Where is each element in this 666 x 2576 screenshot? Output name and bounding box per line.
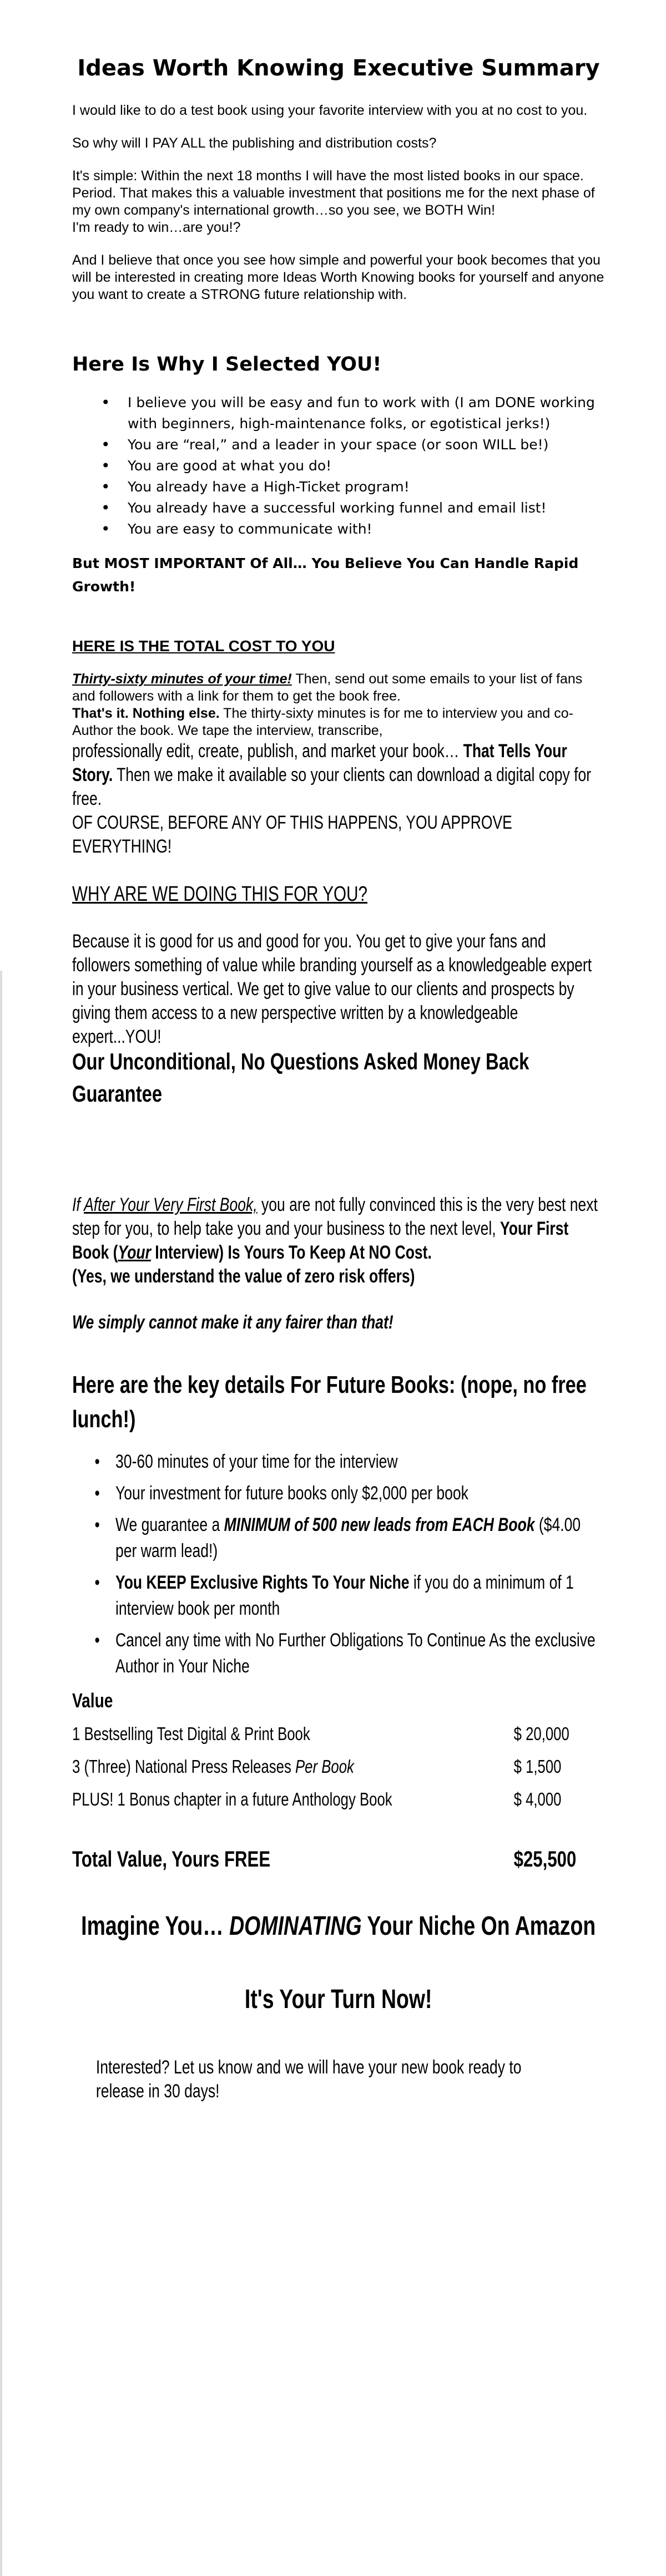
- imagine-part-1: Imagine You…: [81, 1911, 230, 1941]
- guarantee-body: you are not fully convinced this is the very best next step for you, to help take you and your business to the next level,: [72, 1194, 598, 1239]
- email-instructions: Then, send out some emails to your list of fans and followers with a link for them to get the book free.: [72, 671, 583, 704]
- your-emphasis: Your: [118, 1242, 151, 1263]
- download-note: Then we make it available so your clients can download a digital copy for free.: [72, 764, 592, 809]
- why-doing-heading: WHY ARE WE DOING THIS FOR YOU?: [72, 883, 367, 906]
- minimum-leads: MINIMUM of 500 new leads from EACH Book: [224, 1514, 535, 1535]
- value-heading: Value: [72, 1689, 113, 1712]
- intro-paragraph-2: So why will I PAY ALL the publishing and distribution costs?: [72, 135, 437, 151]
- lead-price: ($4.00 per warm lead!): [115, 1514, 581, 1561]
- total-row: [72, 1843, 585, 1876]
- value-label: 1 Bestselling Test Digital & Print Book: [72, 1723, 310, 1744]
- zero-risk-note: (Yes, we understand the value of zero risk offers): [72, 1266, 415, 1287]
- value-row: [72, 1717, 585, 1750]
- if-text: If: [72, 1194, 84, 1215]
- time-emphasis: Thirty-sixty minutes of your time!: [72, 671, 292, 687]
- future-books-block: [72, 1368, 604, 1680]
- left-margin-line: [0, 971, 2, 2576]
- list-item: • 30-60 minutes of your time for the interview: [72, 1449, 604, 1475]
- value-row: [72, 1783, 585, 1816]
- value-amount: $ 20,000: [513, 1723, 569, 1744]
- why-selected-list: [72, 392, 605, 540]
- page-title: Ideas Worth Knowing Executive Summary: [77, 55, 600, 81]
- list-item: • Cancel any time with No Further Obligations To Continue As the exclusive Author in Your Niche: [72, 1627, 604, 1680]
- interview-process: The thirty-sixty minutes is for me to interview you and co-Author the book. We tape the interview, transcribe,: [72, 706, 573, 738]
- list-item: [72, 1570, 604, 1622]
- guarantee-block: [72, 1046, 604, 1335]
- guarantee-prefix: We guarantee a: [115, 1514, 224, 1535]
- why-doing-block: [72, 881, 604, 1049]
- imagine-line: [72, 1909, 604, 1944]
- document-content: [72, 55, 605, 2103]
- value-amount: $ 4,000: [513, 1789, 562, 1809]
- total-cost-heading: HERE IS THE TOTAL COST TO YOU: [72, 637, 335, 655]
- why-selected-heading: Here Is Why I Selected YOU!: [72, 353, 382, 376]
- rights-condition: if you do a minimum of 1 interview book per month: [115, 1572, 574, 1619]
- approve-note: OF COURSE, BEFORE ANY OF THIS HAPPENS, YOU APPROVE EVERYTHING!: [72, 812, 512, 857]
- list-item: • You already have a High-Ticket program!: [72, 476, 605, 498]
- total-amount: $25,500: [513, 1847, 577, 1872]
- closing-block: [72, 1909, 604, 2103]
- guarantee-heading: Our Unconditional, No Questions Asked Money Back Guarantee: [72, 1048, 529, 1107]
- exclusive-rights: You KEEP Exclusive Rights To Your Niche: [115, 1572, 410, 1593]
- list-item: • You already have a successful working funnel and email list!: [72, 498, 605, 519]
- total-label: Total Value, Yours FREE: [72, 1847, 271, 1872]
- value-row: [72, 1750, 585, 1783]
- nothing-else: That's it. Nothing else.: [72, 706, 220, 721]
- intro-paragraph-3b: I'm ready to win…are you!?: [72, 220, 241, 235]
- value-label: PLUS! 1 Bonus chapter in a future Anthology Book: [72, 1789, 392, 1809]
- interested-note: Interested? Let us know and we will have your new book ready to release in 30 days!: [95, 2057, 522, 2102]
- intro-paragraph-1: I would like to do a test book using your favorite interview with you at no cost to you.: [72, 103, 588, 118]
- list-item: • I believe you will be easy and fun to work with (I am DONE working with beginners, high-maintenance folks, or egotistical jerks!): [72, 392, 605, 434]
- why-doing-body: Because it is good for us and good for you. You get to give your fans and followers something of value while branding yourself as a knowledgeable expert in your business vertical. We get to give value to our clients and prospects by giving them access to a new perspective written by a knowledgeable expert...YOU!: [72, 931, 592, 1047]
- total-cost-section: [72, 671, 605, 739]
- value-block: [72, 1684, 604, 1876]
- value-table: [72, 1717, 585, 1876]
- keep-part-1: Your First Book (: [72, 1218, 569, 1263]
- most-important-note: But MOST IMPORTANT Of All… You Believe You Can Handle Rapid Growth!: [72, 555, 579, 595]
- list-item: • You are easy to communicate with!: [72, 519, 605, 540]
- value-label: 3 (Three) National Press Releases: [72, 1756, 296, 1777]
- fairer-note: We simply cannot make it any fairer than that!: [72, 1312, 393, 1333]
- future-books-heading: Here are the key details For Future Books: (nope, no free lunch!): [72, 1371, 587, 1433]
- tells-your-story: That Tells Your Story.: [72, 741, 567, 785]
- intro-paragraph-3: It's simple: Within the next 18 months I will have the most listed books in our space. Period. That makes this a valuable investment that positions me for the next phase of my own company's international growth…so you see, we BOTH Win!: [72, 168, 595, 218]
- keep-part-2: Interview) Is Yours To Keep At NO Cost.: [150, 1242, 432, 1263]
- future-books-list: [72, 1449, 604, 1680]
- after-first-book: After Your Very First Book,: [84, 1194, 258, 1215]
- dominating: DOMINATING: [229, 1911, 362, 1941]
- intro-paragraph-4: And I believe that once you see how simple and powerful your book becomes that you will be interested in creating more Ideas Worth Knowing books for yourself and anyone you want to create a STRONG future relationship with.: [72, 252, 604, 302]
- your-turn-heading: It's Your Turn Now!: [244, 1985, 432, 2014]
- list-item: [72, 1512, 604, 1564]
- cost-process-block: [72, 739, 604, 859]
- list-item: • Your investment for future books only $2,000 per book: [72, 1480, 604, 1507]
- imagine-part-3: Your Niche On Amazon: [361, 1911, 596, 1941]
- list-item: • You are “real,” and a leader in your space (or soon WILL be!): [72, 434, 605, 455]
- value-amount: $ 1,500: [513, 1756, 562, 1777]
- per-book: Per Book: [295, 1756, 354, 1777]
- process-steps: professionally edit, create, publish, and market your book…: [72, 741, 463, 762]
- list-item: • You are good at what you do!: [72, 455, 605, 476]
